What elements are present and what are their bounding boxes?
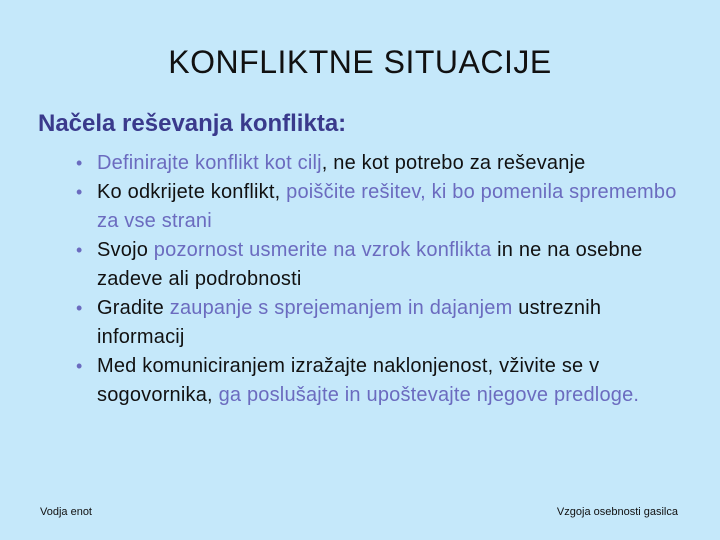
bullet-text-accent: zaupanje s sprejemanjem in dajanjem bbox=[169, 297, 513, 319]
bullet-item bbox=[76, 149, 686, 178]
bullet-item bbox=[76, 294, 686, 352]
bullet-text: Med komuniciranjem izražajte naklonjenost, vživite se v sogovornika, bbox=[97, 355, 600, 406]
bullet-text-accent: pozornost usmerite na vzrok konflikta bbox=[153, 239, 492, 261]
bullet-item bbox=[76, 352, 686, 410]
bullet-marker: • bbox=[76, 240, 83, 260]
bullet-item bbox=[76, 178, 686, 236]
bullet-marker: • bbox=[76, 298, 83, 318]
slide-subtitle: Načela reševanja konflikta: bbox=[38, 110, 347, 137]
footer-left-text: Vodja enot bbox=[40, 506, 92, 518]
slide-title: KONFLIKTNE SITUACIJE bbox=[168, 44, 552, 80]
bullet-text: Gradite bbox=[97, 297, 170, 319]
bullet-text-accent: poiščite rešitev, ki bo pomenila spremembo za vse strani bbox=[97, 181, 677, 232]
bullet-text: , ne kot potrebo za reševanje bbox=[321, 152, 586, 174]
bullet-marker: • bbox=[76, 182, 83, 202]
bullet-text: Svojo bbox=[97, 239, 154, 261]
bullet-text: in ne na osebne zadeve ali podrobnosti bbox=[97, 239, 643, 290]
bullet-text-accent: Definirajte konflikt kot cilj bbox=[97, 152, 322, 174]
bullet-item bbox=[76, 236, 686, 294]
bullet-text: ustreznih informacij bbox=[97, 297, 602, 348]
footer-right-text: Vzgoja osebnosti gasilca bbox=[556, 506, 678, 518]
bullet-list bbox=[76, 149, 686, 410]
bullet-marker: • bbox=[76, 153, 83, 173]
bullet-marker: • bbox=[76, 356, 83, 376]
bullet-text: Ko odkrijete konflikt, bbox=[97, 181, 287, 203]
bullet-text-accent: ga poslušajte in upoštevajte njegove predloge. bbox=[218, 384, 640, 406]
